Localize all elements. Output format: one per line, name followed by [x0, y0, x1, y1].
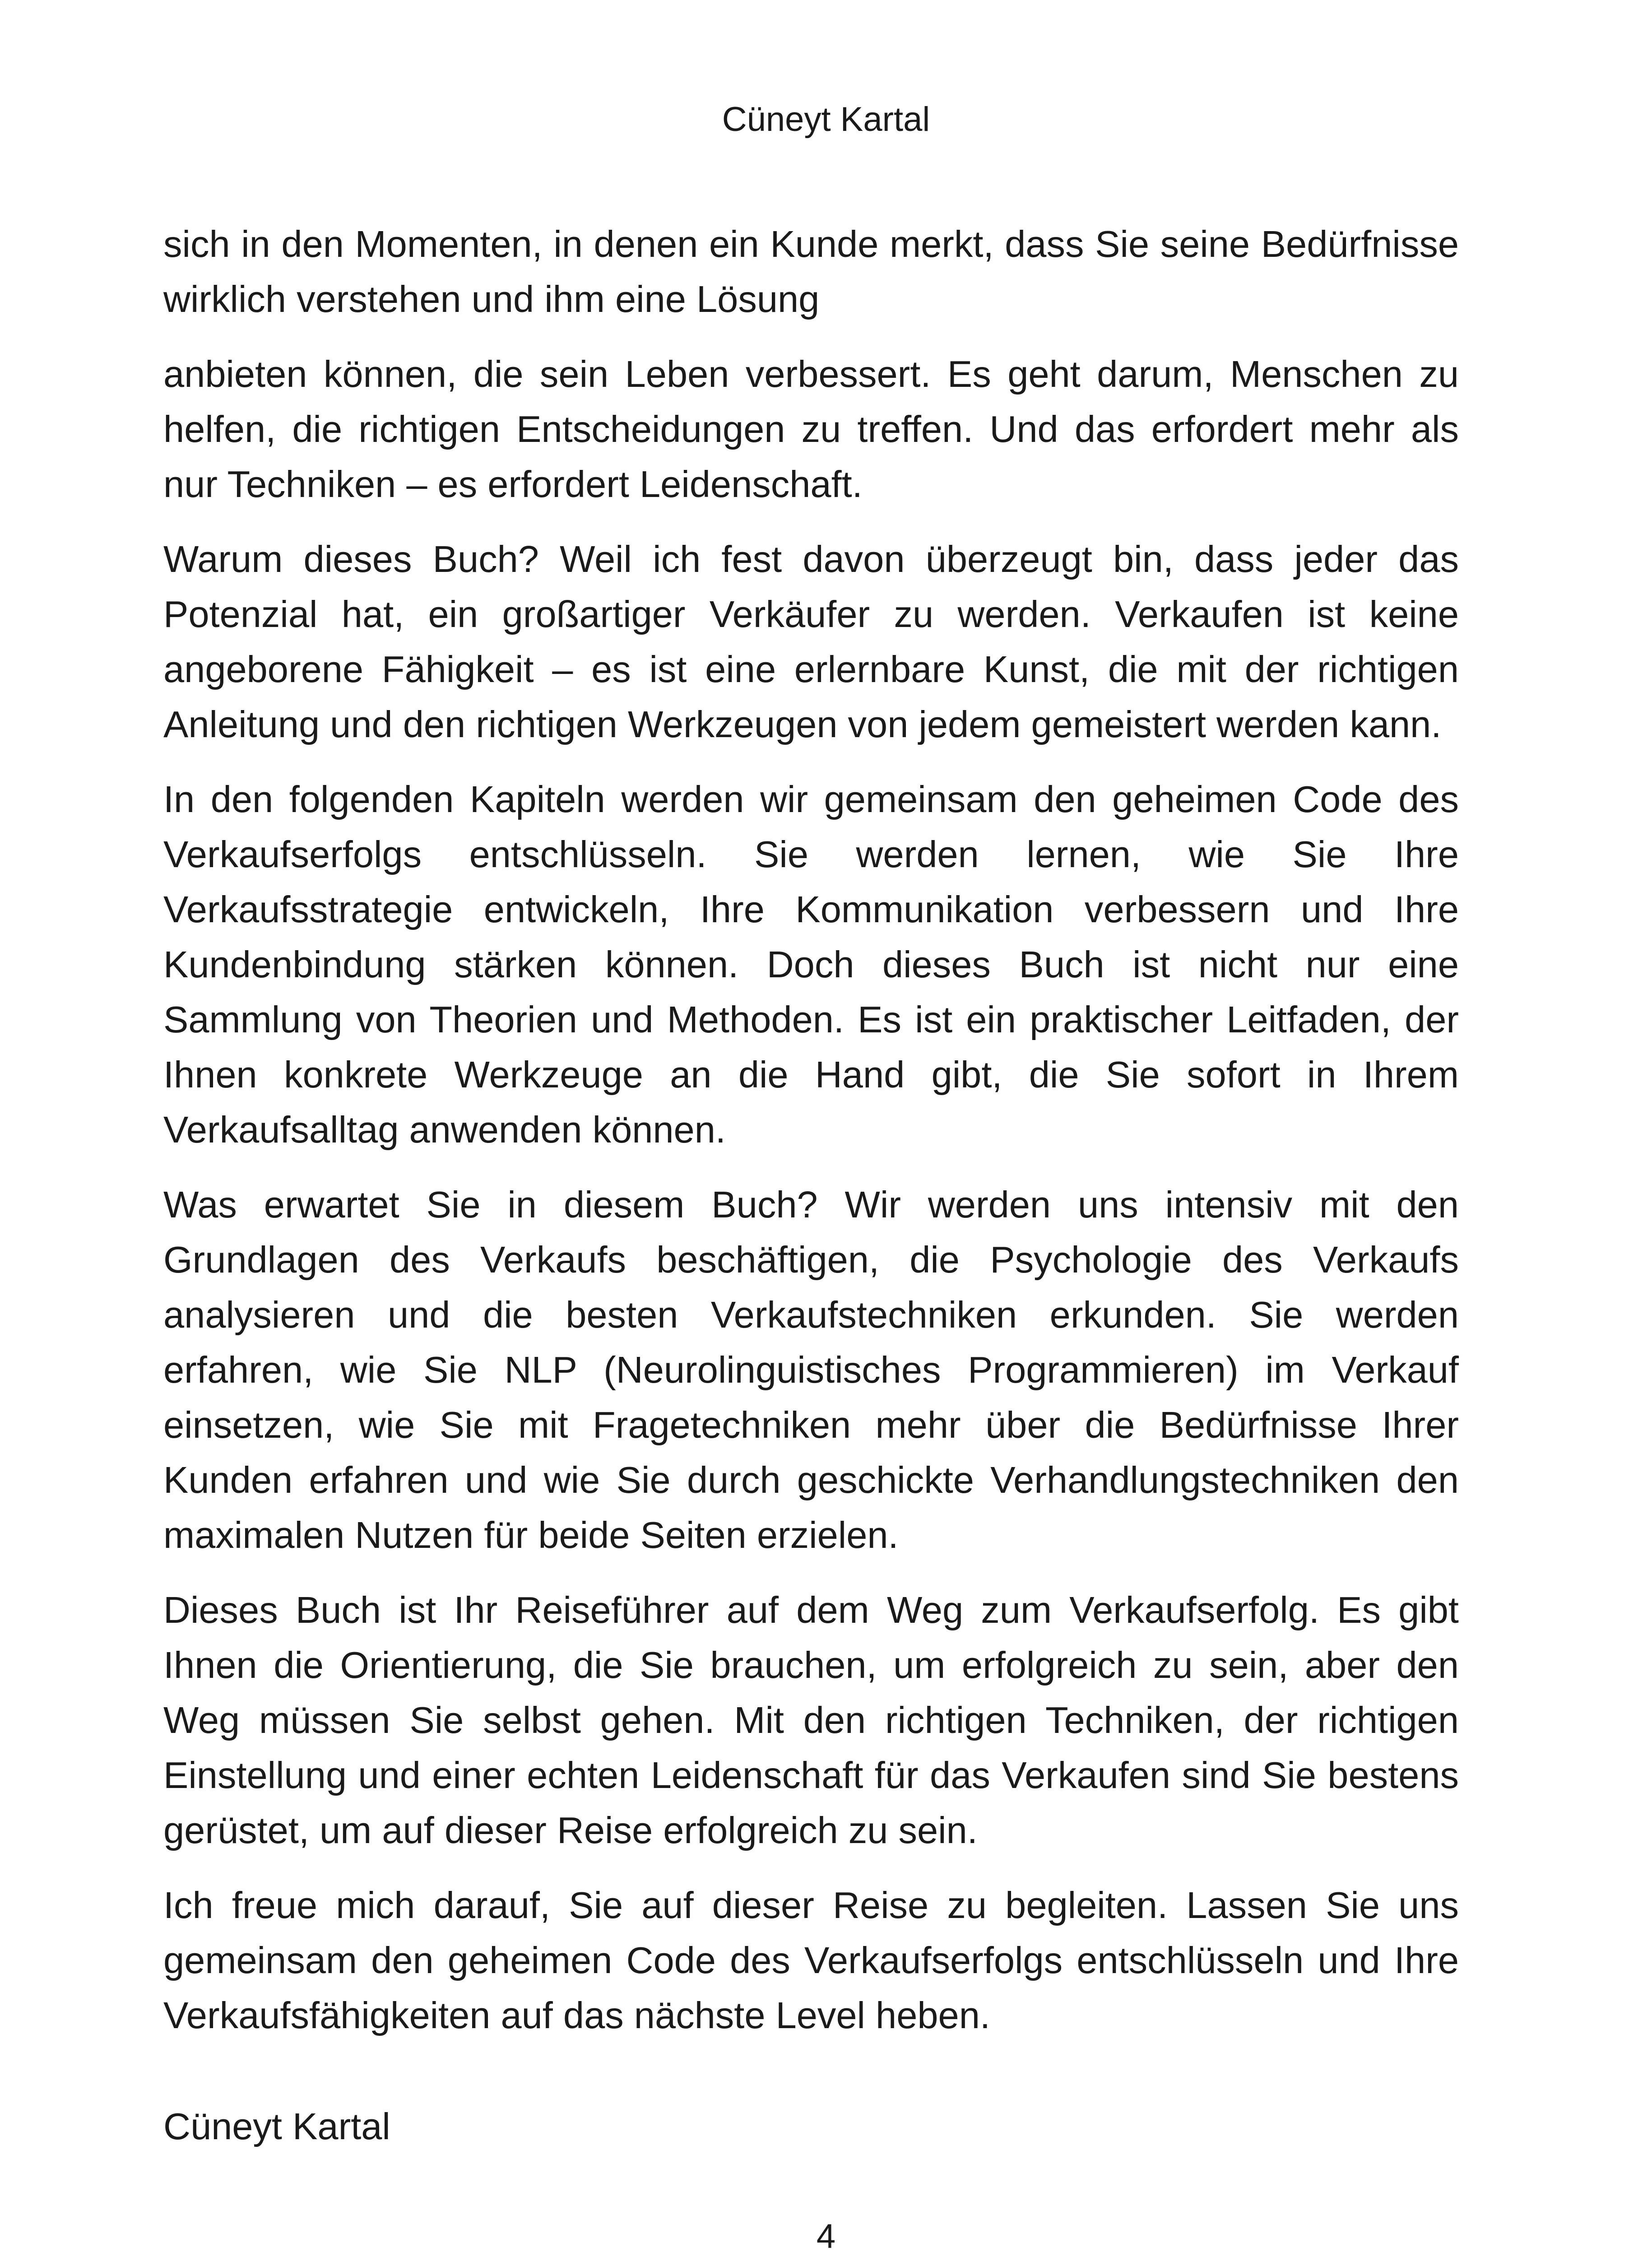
paragraph-4: In den folgenden Kapiteln werden wir gemeinsam den geheimen Code des Verkaufserfolgs entschlüsseln. Sie werden lernen, wie Sie Ihre Verkaufsstrategie entwickeln, Ihre Kommunikation verbessern und Ihre Kundenbindung stärken können. Doch dieses Buch ist nicht nur eine Sammlung von Theorien und Methoden. Es ist ein praktischer Leitfaden, der Ihnen konkrete Werkzeuge an die Hand gibt, die Sie sofort in Ihrem Verkaufsalltag anwenden können.	[163, 778, 1459, 1151]
page-number: 4	[816, 2217, 836, 2256]
paragraph-6: Dieses Buch ist Ihr Reiseführer auf dem Weg zum Verkaufserfolg. Es gibt Ihnen die Orientierung, die Sie brauchen, um erfolgreich zu sein, aber den Weg müssen Sie selbst gehen. Mit den richtigen Techniken, der richtigen Einstellung und einer echten Leidenschaft für das Verkaufen sind Sie bestens gerüstet, um auf dieser Reise erfolgreich zu sein.	[163, 1589, 1459, 1851]
paragraph-2: anbieten können, die sein Leben verbessert. Es geht darum, Menschen zu helfen, die richtigen Entscheidungen zu treffen. Und das erfordert mehr als nur Techniken – es erfordert Leidenschaft.	[163, 353, 1459, 505]
paragraph-3: Warum dieses Buch? Weil ich fest davon überzeugt bin, dass jeder das Potenzial hat, ein großartiger Verkäufer zu werden. Verkaufen ist keine angeborene Fähigkeit – es ist eine erlernbare Kunst, die mit der richtigen Anleitung und den richtigen Werkzeugen von jedem gemeistert werden kann.	[163, 538, 1459, 745]
body-text	[163, 217, 1459, 2063]
author-signature: Cüneyt Kartal	[163, 2105, 390, 2147]
paragraph-1: sich in den Momenten, in denen ein Kunde merkt, dass Sie seine Bedürfnisse wirklich verstehen und ihm eine Lösung	[163, 223, 1459, 320]
running-header-author: Cüneyt Kartal	[722, 100, 930, 139]
paragraph-5: Was erwartet Sie in diesem Buch? Wir werden uns intensiv mit den Grundlagen des Verkaufs beschäftigen, die Psychologie des Verkaufs analysieren und die besten Verkaufstechniken erkunden. Sie werden erfahren, wie Sie NLP (Neurolinguistisches Programmieren) im Verkauf einsetzen, wie Sie mit Fragetechniken mehr über die Bedürfnisse Ihrer Kunden erfahren und wie Sie durch geschickte Verhandlungstechniken den maximalen Nutzen für beide Seiten erzielen.	[163, 1184, 1459, 1556]
paragraph-7: Ich freue mich darauf, Sie auf dieser Reise zu begleiten. Lassen Sie uns gemeinsam den geheimen Code des Verkaufserfolgs entschlüsseln und Ihre Verkaufsfähigkeiten auf das nächste Level heben.	[163, 1884, 1459, 2036]
